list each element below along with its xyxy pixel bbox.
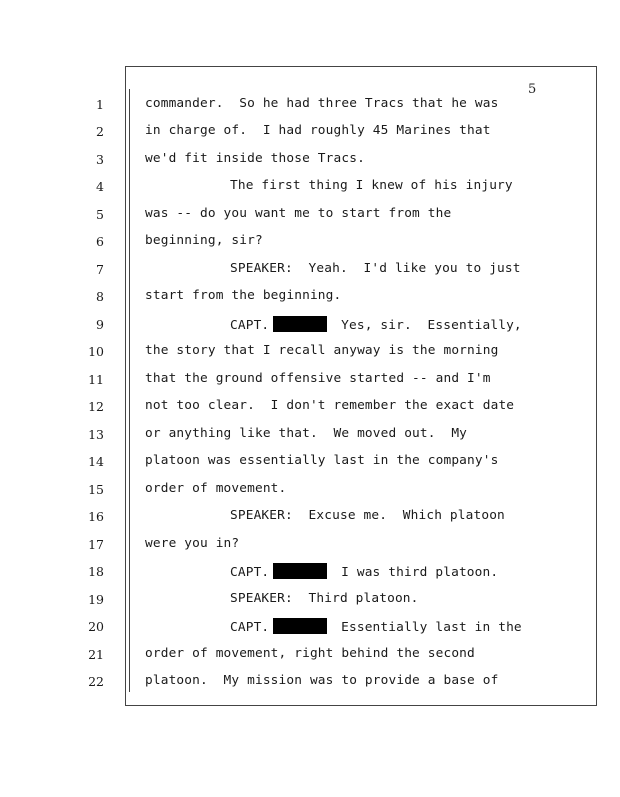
redaction-bar [273, 316, 327, 332]
line-continuation: Essentially last in the [333, 620, 522, 635]
line-number: 16 [88, 509, 104, 524]
line-text: were you in? [145, 536, 240, 551]
transcript-line [0, 672, 620, 692]
transcript-line [0, 150, 620, 170]
line-number: 9 [96, 317, 104, 332]
transcript-line [0, 507, 620, 527]
line-text [230, 618, 522, 635]
line-number: 10 [88, 344, 104, 359]
line-text: platoon was essentially last in the company's [145, 453, 499, 468]
line-text: the story that I recall anyway is the morning [145, 343, 499, 358]
line-number: 12 [88, 399, 104, 414]
transcript-line [0, 232, 620, 252]
line-text: SPEAKER: Third platoon. [230, 591, 419, 606]
line-text: not too clear. I don't remember the exact date [145, 398, 515, 413]
transcript-line [0, 342, 620, 362]
line-number: 8 [96, 289, 104, 304]
line-number: 14 [88, 454, 104, 469]
line-text: start from the beginning. [145, 288, 342, 303]
transcript-line [0, 397, 620, 417]
line-number: 17 [88, 537, 104, 552]
line-number: 18 [88, 564, 104, 579]
line-continuation: I was third platoon. [333, 565, 499, 580]
transcript-line [0, 452, 620, 472]
line-text: commander. So he had three Tracs that he was [145, 96, 499, 111]
line-continuation: Yes, sir. Essentially, [333, 318, 522, 333]
line-number: 11 [88, 372, 104, 387]
line-text [230, 563, 498, 580]
speaker-label: CAPT. [230, 565, 270, 580]
line-text: The first thing I knew of his injury [230, 178, 513, 193]
line-number: 5 [96, 207, 104, 222]
line-number: 1 [96, 97, 104, 112]
line-text: in charge of. I had roughly 45 Marines that [145, 123, 491, 138]
transcript-line [0, 370, 620, 390]
line-text: order of movement, right behind the second [145, 646, 475, 661]
transcript-line [0, 122, 620, 142]
transcript-line [0, 425, 620, 445]
line-text: was -- do you want me to start from the [145, 206, 452, 221]
line-number: 2 [96, 124, 104, 139]
transcript-line [0, 287, 620, 307]
line-text: platoon. My mission was to provide a base of [145, 673, 499, 688]
line-number: 4 [96, 179, 104, 194]
line-text: SPEAKER: Yeah. I'd like you to just [230, 261, 521, 276]
line-number: 6 [96, 234, 104, 249]
line-number: 15 [88, 482, 104, 497]
transcript-line [0, 95, 620, 115]
line-number: 13 [88, 427, 104, 442]
transcript-line [0, 480, 620, 500]
line-text: or anything like that. We moved out. My [145, 426, 468, 441]
transcript-line [0, 617, 620, 637]
line-text: order of movement. [145, 481, 287, 496]
line-text: SPEAKER: Excuse me. Which platoon [230, 508, 505, 523]
line-number: 22 [88, 674, 104, 689]
transcript-line [0, 177, 620, 197]
line-number: 21 [88, 647, 104, 662]
line-text: that the ground offensive started -- and I'm [145, 371, 491, 386]
line-number: 20 [88, 619, 104, 634]
redaction-bar [273, 618, 327, 634]
transcript-line [0, 562, 620, 582]
transcript-line [0, 260, 620, 280]
line-number: 7 [96, 262, 104, 277]
transcript-line [0, 205, 620, 225]
transcript-line [0, 535, 620, 555]
speaker-label: CAPT. [230, 620, 270, 635]
page-number: 5 [528, 82, 537, 97]
transcript-line [0, 645, 620, 665]
line-text [230, 316, 522, 333]
redaction-bar [273, 563, 327, 579]
transcript-line [0, 315, 620, 335]
speaker-label: CAPT. [230, 318, 270, 333]
line-number: 3 [96, 152, 104, 167]
transcript-line [0, 590, 620, 610]
line-number: 19 [88, 592, 104, 607]
line-text: we'd fit inside those Tracs. [145, 151, 365, 166]
line-text: beginning, sir? [145, 233, 263, 248]
